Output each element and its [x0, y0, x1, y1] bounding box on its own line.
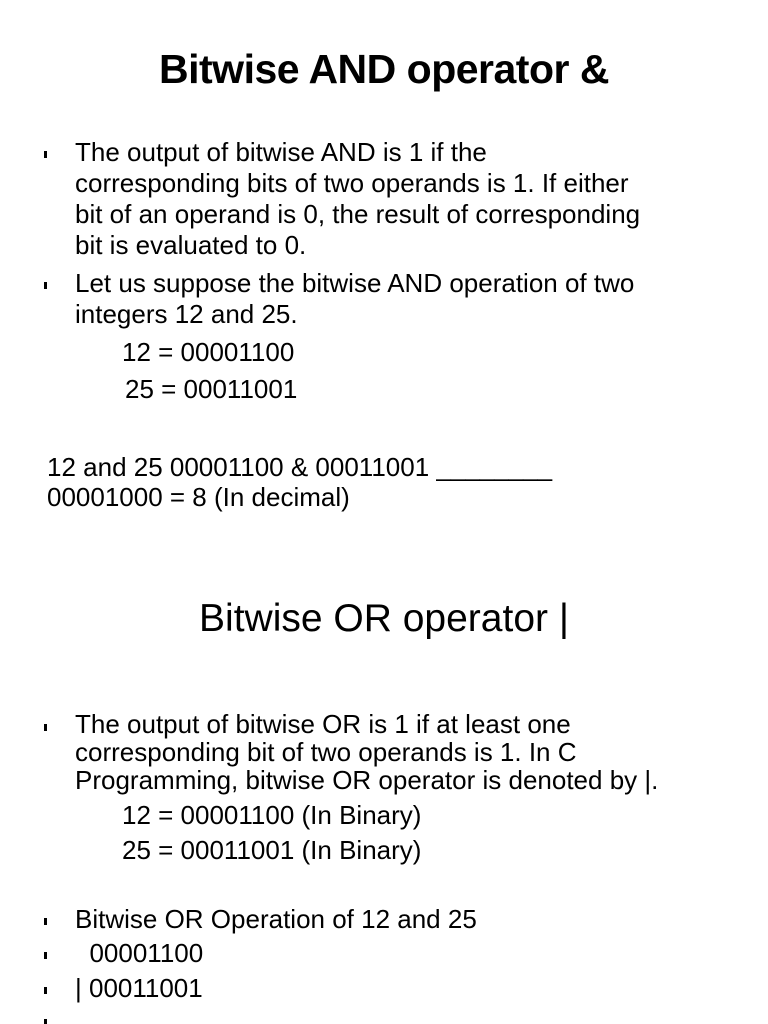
- or-operation-item: Bitwise OR Operation of 12 and 25: [75, 904, 477, 934]
- and-definition-line: corresponding bits of two operands is 1. If either: [75, 168, 629, 198]
- bullet-marker: [44, 912, 50, 925]
- or-binary-12: 12 = 00001100 (In Binary): [122, 800, 422, 830]
- and-example-line: Let us suppose the bitwise AND operation of two: [75, 268, 635, 298]
- and-definition-line: bit is evaluated to 0.: [75, 230, 307, 260]
- or-section-title: Bitwise OR operator |: [199, 597, 569, 640]
- and-result-line: 00001000 = 8 (In decimal): [47, 482, 350, 512]
- or-operand-1-item: 00001100: [75, 938, 204, 968]
- bullet-marker: [44, 946, 50, 959]
- bullet-marker: [44, 276, 50, 289]
- or-definition-line: The output of bitwise OR is 1 if at least one: [75, 709, 571, 739]
- or-bullet-definition: [75, 710, 658, 794]
- or-operand-2-item: | 00011001: [75, 973, 203, 1003]
- bullet-marker: [44, 1013, 50, 1024]
- bullet-marker: [44, 981, 50, 994]
- bullet-marker: [44, 145, 50, 158]
- and-example-line: integers 12 and 25.: [75, 299, 298, 329]
- and-binary-25: 25 = 00011001: [125, 374, 298, 404]
- or-definition-line: Programming, bitwise OR operator is denoted by |.: [75, 765, 659, 795]
- and-definition-line: The output of bitwise AND is 1 if the: [75, 137, 487, 167]
- bullet-marker: [44, 718, 50, 731]
- and-calculation-line: 12 and 25 00001100 & 00011001 ________: [47, 452, 553, 482]
- and-section-title: Bitwise AND operator &: [159, 46, 609, 92]
- and-bullet-example: [75, 268, 634, 330]
- and-bullet-definition: [75, 137, 640, 261]
- or-binary-25: 25 = 00011001 (In Binary): [122, 835, 422, 865]
- and-binary-12: 12 = 00001100: [122, 337, 295, 367]
- and-definition-line: bit of an operand is 0, the result of corresponding: [75, 199, 641, 229]
- or-definition-line: corresponding bit of two operands is 1. In C: [75, 737, 577, 767]
